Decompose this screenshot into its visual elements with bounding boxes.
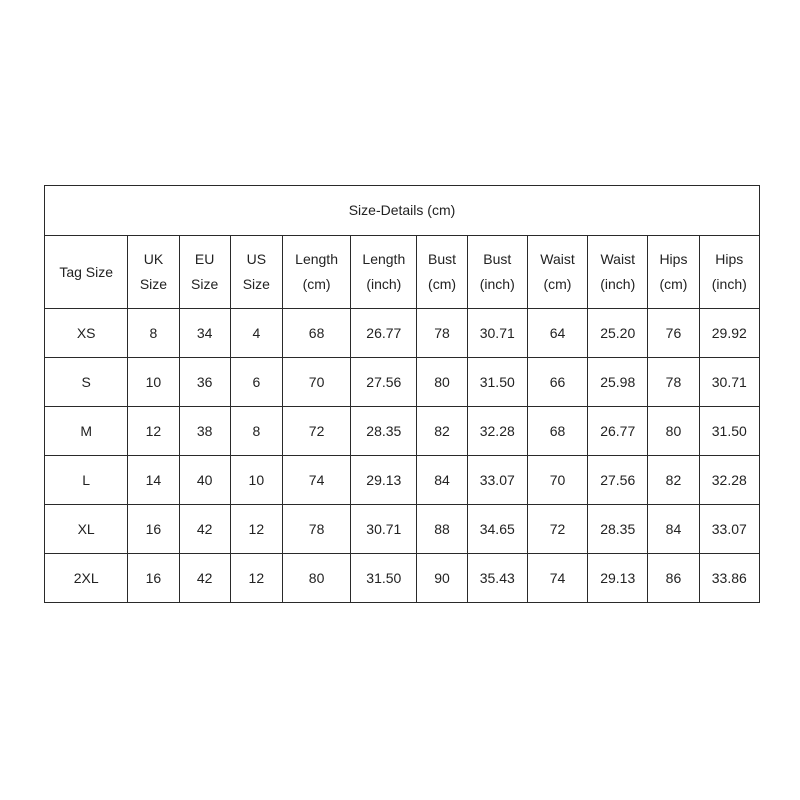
table-cell-uk-size: 10 <box>128 358 179 407</box>
table-cell-hips-cm: 84 <box>648 505 699 554</box>
table-cell-hips-cm: 82 <box>648 456 699 505</box>
header-row <box>45 236 760 309</box>
size-details-table <box>44 185 760 603</box>
column-header-length-inch: Length (inch) <box>351 236 417 309</box>
column-header-us-size: US Size <box>230 236 282 309</box>
table-cell-hips-cm: 76 <box>648 309 699 358</box>
table-cell-hips-inch: 29.92 <box>699 309 759 358</box>
table-cell-waist-cm: 72 <box>527 505 587 554</box>
column-header-bust-cm: Bust (cm) <box>417 236 467 309</box>
table-cell-tag-size: 2XL <box>45 554 128 603</box>
table-cell-length-cm: 70 <box>282 358 350 407</box>
table-cell-bust-inch: 34.65 <box>467 505 527 554</box>
table-cell-uk-size: 12 <box>128 407 179 456</box>
table-cell-hips-inch: 32.28 <box>699 456 759 505</box>
table-cell-eu-size: 42 <box>179 554 230 603</box>
table-cell-waist-inch: 28.35 <box>588 505 648 554</box>
table-cell-length-cm: 74 <box>282 456 350 505</box>
table-cell-length-cm: 68 <box>282 309 350 358</box>
table-cell-hips-cm: 86 <box>648 554 699 603</box>
table-cell-uk-size: 8 <box>128 309 179 358</box>
table-cell-uk-size: 16 <box>128 505 179 554</box>
table-cell-bust-cm: 82 <box>417 407 467 456</box>
table-row <box>45 554 760 603</box>
table-cell-us-size: 4 <box>230 309 282 358</box>
column-header-length-cm: Length (cm) <box>282 236 350 309</box>
table-title: Size-Details (cm) <box>45 186 760 236</box>
table-cell-tag-size: M <box>45 407 128 456</box>
table-cell-tag-size: XS <box>45 309 128 358</box>
table-cell-bust-cm: 78 <box>417 309 467 358</box>
table-cell-eu-size: 34 <box>179 309 230 358</box>
table-cell-tag-size: S <box>45 358 128 407</box>
table-cell-waist-cm: 64 <box>527 309 587 358</box>
table-cell-hips-inch: 30.71 <box>699 358 759 407</box>
table-cell-length-inch: 26.77 <box>351 309 417 358</box>
table-cell-uk-size: 16 <box>128 554 179 603</box>
column-header-waist-inch: Waist (inch) <box>588 236 648 309</box>
table-row <box>45 505 760 554</box>
table-cell-bust-cm: 80 <box>417 358 467 407</box>
table-cell-length-inch: 28.35 <box>351 407 417 456</box>
table-cell-us-size: 8 <box>230 407 282 456</box>
table-cell-waist-cm: 66 <box>527 358 587 407</box>
table-cell-bust-inch: 33.07 <box>467 456 527 505</box>
table-cell-eu-size: 42 <box>179 505 230 554</box>
table-row <box>45 358 760 407</box>
column-header-hips-inch: Hips (inch) <box>699 236 759 309</box>
table-cell-hips-inch: 31.50 <box>699 407 759 456</box>
table-row <box>45 407 760 456</box>
table-cell-bust-inch: 32.28 <box>467 407 527 456</box>
table-cell-hips-inch: 33.07 <box>699 505 759 554</box>
table-cell-us-size: 10 <box>230 456 282 505</box>
column-header-hips-cm: Hips (cm) <box>648 236 699 309</box>
table-cell-waist-inch: 27.56 <box>588 456 648 505</box>
table-cell-eu-size: 36 <box>179 358 230 407</box>
table-cell-uk-size: 14 <box>128 456 179 505</box>
table-cell-waist-inch: 26.77 <box>588 407 648 456</box>
table-cell-bust-cm: 84 <box>417 456 467 505</box>
table-cell-us-size: 12 <box>230 505 282 554</box>
table-cell-waist-cm: 68 <box>527 407 587 456</box>
table-cell-bust-inch: 31.50 <box>467 358 527 407</box>
column-header-eu-size: EU Size <box>179 236 230 309</box>
table-cell-tag-size: XL <box>45 505 128 554</box>
table-cell-us-size: 6 <box>230 358 282 407</box>
column-header-bust-inch: Bust (inch) <box>467 236 527 309</box>
table-cell-us-size: 12 <box>230 554 282 603</box>
table-cell-eu-size: 38 <box>179 407 230 456</box>
table-cell-waist-cm: 70 <box>527 456 587 505</box>
table-cell-hips-cm: 78 <box>648 358 699 407</box>
table-cell-length-inch: 27.56 <box>351 358 417 407</box>
table-cell-waist-inch: 29.13 <box>588 554 648 603</box>
table-cell-length-cm: 80 <box>282 554 350 603</box>
table-cell-length-inch: 29.13 <box>351 456 417 505</box>
table-cell-length-inch: 30.71 <box>351 505 417 554</box>
table-cell-hips-inch: 33.86 <box>699 554 759 603</box>
column-header-tag-size: Tag Size <box>45 236 128 309</box>
table-cell-waist-inch: 25.98 <box>588 358 648 407</box>
table-row <box>45 309 760 358</box>
table-cell-bust-inch: 30.71 <box>467 309 527 358</box>
table-cell-length-cm: 78 <box>282 505 350 554</box>
table-cell-eu-size: 40 <box>179 456 230 505</box>
column-header-uk-size: UK Size <box>128 236 179 309</box>
table-cell-waist-cm: 74 <box>527 554 587 603</box>
table-cell-hips-cm: 80 <box>648 407 699 456</box>
table-cell-bust-cm: 88 <box>417 505 467 554</box>
table-cell-bust-cm: 90 <box>417 554 467 603</box>
table-cell-length-inch: 31.50 <box>351 554 417 603</box>
table-cell-tag-size: L <box>45 456 128 505</box>
table-row <box>45 456 760 505</box>
column-header-waist-cm: Waist (cm) <box>527 236 587 309</box>
table-cell-waist-inch: 25.20 <box>588 309 648 358</box>
table-cell-length-cm: 72 <box>282 407 350 456</box>
table-cell-bust-inch: 35.43 <box>467 554 527 603</box>
